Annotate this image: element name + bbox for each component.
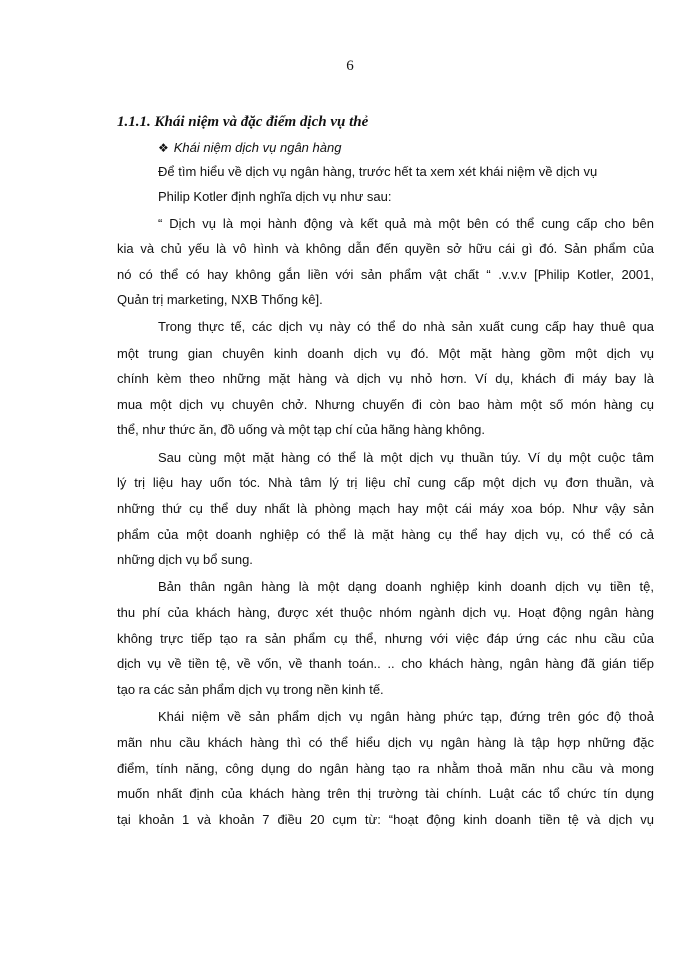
body-line: Bản thân ngân hàng là một dạng doanh nghiệp kinh doanh dịch vụ tiền tệ, bbox=[158, 579, 654, 594]
body-line: nó có thể có hay không gắn liền với sản phẩm vật chất “ .v.v.v [Philip Kotler, 2001, bbox=[117, 267, 654, 282]
body-line: kia và chủ yếu là vô hình và không dẫn đến quyền sở hữu cái gì đó. Sản phẩm của bbox=[117, 241, 654, 256]
page-number: 6 bbox=[346, 58, 354, 74]
body-line: không trực tiếp tạo ra sản phẩm cụ thể, nhưng với việc đáp ứng các nhu cầu của bbox=[117, 631, 654, 646]
body-line: dịch vụ về tiền tệ, về vốn, về thanh toán.. .. cho khách hàng, ngân hàng đã gián tiếp bbox=[117, 656, 654, 671]
body-line: “ Dịch vụ là mọi hành động và kết quả mà một bên có thể cung cấp cho bên bbox=[158, 216, 654, 231]
body-line: Khái niệm về sản phẩm dịch vụ ngân hàng phức tạp, đứng trên góc độ thoả bbox=[158, 709, 654, 724]
subheading-text: Khái niệm dịch vụ ngân hàng bbox=[173, 140, 342, 155]
body-line: mua một dịch vụ chuyên chở. Nhưng chuyến đi còn bao hàm một số món hàng cụ bbox=[117, 397, 654, 412]
body-line: phẩm của một doanh nghiệp có thể là mặt hàng cụ thể hay dịch vụ, có thể có cả bbox=[117, 527, 654, 542]
body-line: chính kèm theo những mặt hàng và dịch vụ nhỏ hơn. Ví dụ, khách đi máy bay là bbox=[117, 371, 654, 386]
body-line: Quản trị marketing, NXB Thống kê]. bbox=[117, 292, 323, 307]
body-line: thể, như thức ăn, đồ uống và một tạp chí của hãng hàng không. bbox=[117, 422, 485, 437]
body-line: tại khoản 1 và khoản 7 điều 20 cụm từ: “hoạt động kinh doanh tiền tệ và dịch vụ bbox=[117, 812, 654, 827]
body-line: muốn nhất định của khách hàng trên thị trường tài chính. Luật các tổ chức tín dụng bbox=[117, 786, 654, 801]
body-line: điểm, tính năng, công dụng do ngân hàng tạo ra nhằm thoả mãn nhu cầu và mong bbox=[117, 761, 654, 776]
subheading bbox=[158, 140, 341, 155]
body-line: những thứ cụ thể duy nhất là phòng mạch hay một cái máy xoa bóp. Như vậy sản bbox=[117, 501, 654, 516]
body-line: Trong thực tế, các dịch vụ này có thể do nhà sản xuất cung cấp hay thuê qua bbox=[158, 319, 654, 334]
body-line: mãn nhu cầu khách hàng thì có thể hiểu dịch vụ ngân hàng là tập hợp những đặc bbox=[117, 735, 654, 750]
body-line: Để tìm hiểu về dịch vụ ngân hàng, trước hết ta xem xét khái niệm về dịch vụ bbox=[158, 164, 598, 179]
body-line: Sau cùng một mặt hàng có thể là một dịch vụ thuần túy. Ví dụ một cuộc tâm bbox=[158, 450, 654, 465]
body-line: một trung gian chuyên kinh doanh dịch vụ đó. Một mặt hàng gồm một dịch vụ bbox=[117, 346, 654, 361]
body-line: thu phí của khách hàng, được xét thuộc nhóm ngành dịch vụ. Hoạt động ngân hàng bbox=[117, 605, 654, 620]
diamond-bullet-icon: ❖ bbox=[158, 141, 169, 155]
body-line: Philip Kotler định nghĩa dịch vụ như sau: bbox=[158, 189, 392, 204]
section-heading: 1.1.1. Khái niệm và đặc điểm dịch vụ thẻ bbox=[117, 114, 369, 130]
body-line: những dịch vụ bổ sung. bbox=[117, 552, 253, 567]
body-line: tạo ra các sản phẩm dịch vụ trong nền kinh tế. bbox=[117, 682, 384, 697]
body-line: lý trị liệu hay uốn tóc. Nhà tâm lý trị liệu chỉ cung cấp một dịch vụ đơn thuần, và bbox=[117, 475, 654, 490]
